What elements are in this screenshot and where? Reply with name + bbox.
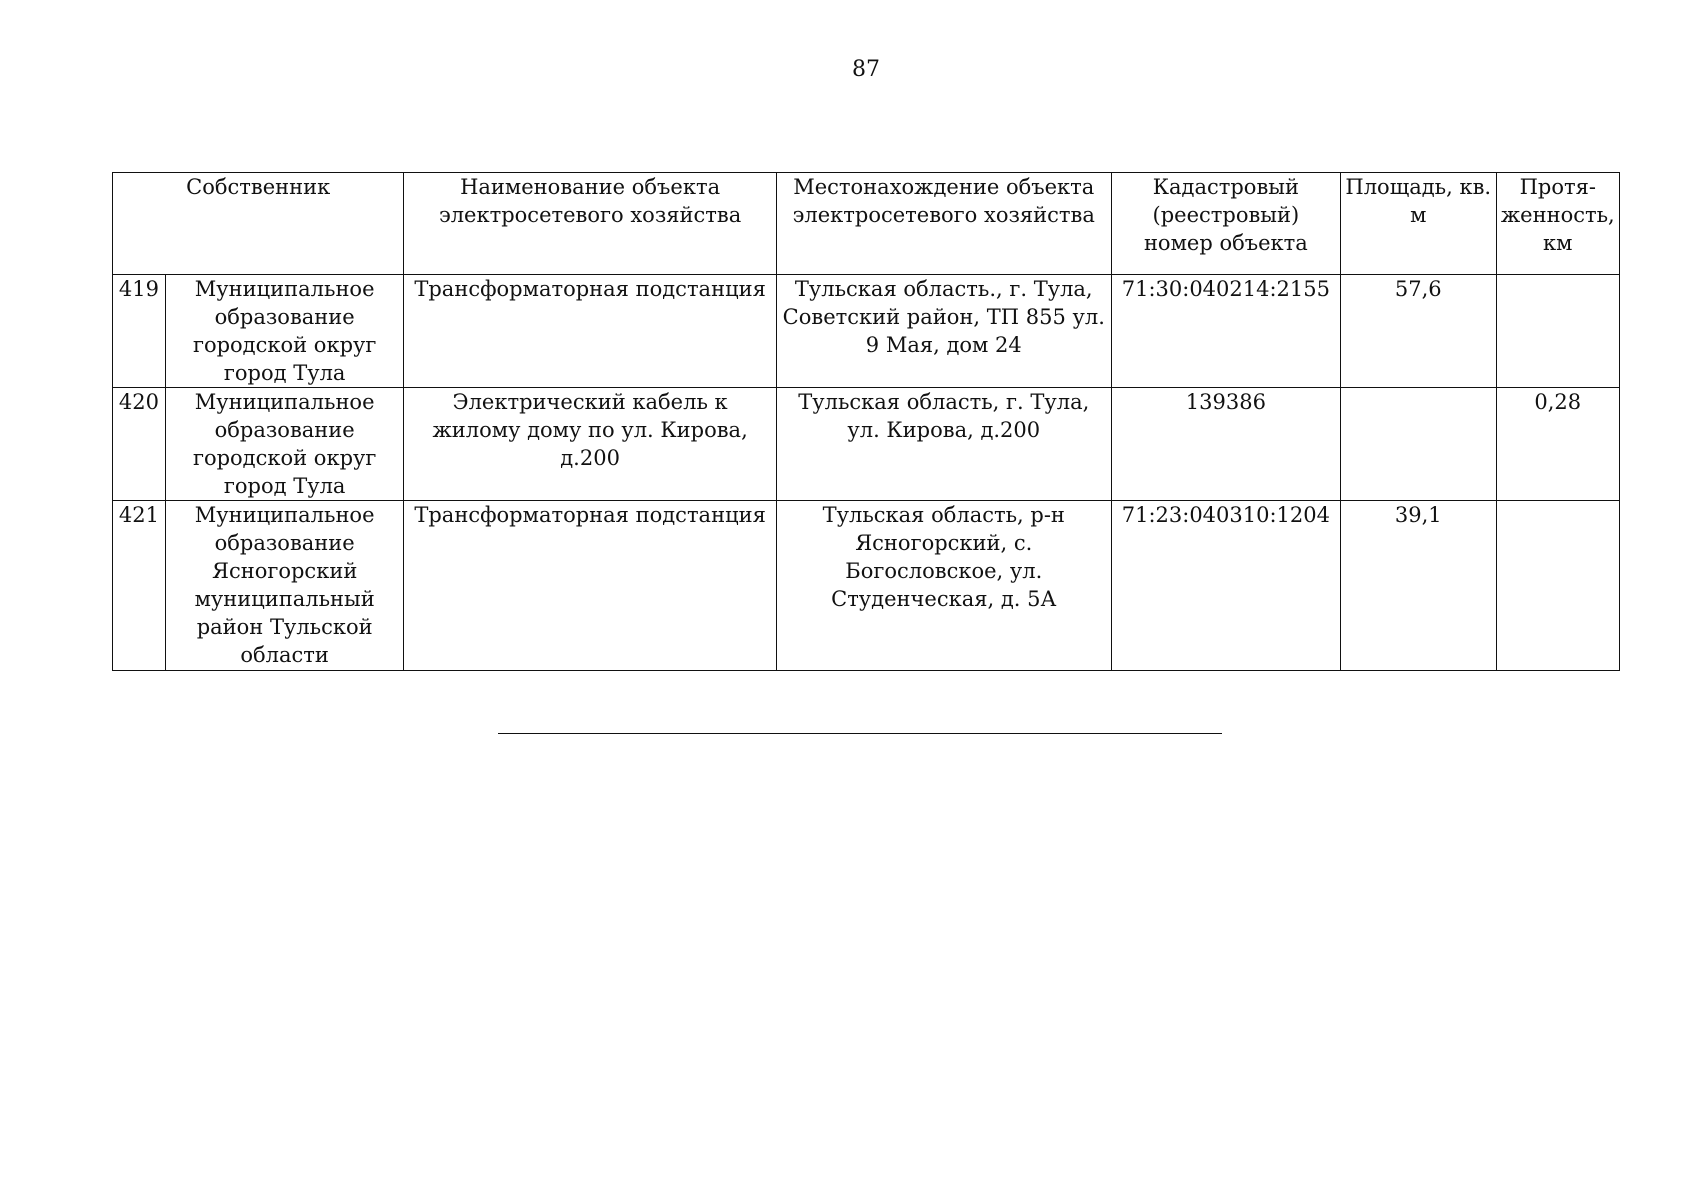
object-name-cell: Трансформаторная подстанция <box>404 501 776 671</box>
header-owner <box>113 173 404 275</box>
header-owner-label: Собственник <box>186 175 331 199</box>
length-cell: 0,28 <box>1496 388 1619 501</box>
table-header <box>113 173 1620 275</box>
row-number: 421 <box>113 501 166 671</box>
header-length-label: Протя-женность, км <box>1500 175 1615 255</box>
header-cadastral-number-label: Кадастровый (реестровый) номер объекта <box>1143 175 1308 255</box>
header-area-label: Площадь, кв. м <box>1345 175 1492 227</box>
header-area <box>1340 173 1496 275</box>
header-row <box>113 173 1620 275</box>
end-of-table-rule <box>498 733 1222 734</box>
cadastral-number-cell: 71:30:040214:2155 <box>1111 275 1340 388</box>
table-row <box>113 388 1620 501</box>
owner-cell: Муниципальное образование городской округ город Тула <box>165 388 404 501</box>
area-cell: 57,6 <box>1340 275 1496 388</box>
header-object-name-label: Наименование объекта электросетевого хозяйства <box>438 175 742 227</box>
length-cell <box>1496 501 1619 671</box>
header-cadastral-number <box>1111 173 1340 275</box>
table-row <box>113 275 1620 388</box>
location-cell: Тульская область, г. Тула, ул. Кирова, д.200 <box>776 388 1111 501</box>
header-location <box>776 173 1111 275</box>
object-name-cell: Электрический кабель к жилому дому по ул. Кирова, д.200 <box>404 388 776 501</box>
header-location-label: Местонахождение объекта электросетевого хозяйства <box>792 175 1095 227</box>
property-register-table <box>112 172 1620 671</box>
header-length <box>1496 173 1619 275</box>
object-name-cell: Трансформаторная подстанция <box>404 275 776 388</box>
location-cell: Тульская область., г. Тула, Советский район, ТП 855 ул. 9 Мая, дом 24 <box>776 275 1111 388</box>
location-cell: Тульская область, р-н Ясногорский, с. Богословское, ул. Студенческая, д. 5А <box>776 501 1111 671</box>
area-cell: 39,1 <box>1340 501 1496 671</box>
cadastral-number-cell: 139386 <box>1111 388 1340 501</box>
length-cell <box>1496 275 1619 388</box>
page-number: 87 <box>852 57 880 82</box>
table-body <box>113 275 1620 671</box>
row-number: 420 <box>113 388 166 501</box>
owner-cell: Муниципальное образование Ясногорский муниципальный район Тульской области <box>165 501 404 671</box>
table-row <box>113 501 1620 671</box>
row-number: 419 <box>113 275 166 388</box>
cadastral-number-cell: 71:23:040310:1204 <box>1111 501 1340 671</box>
area-cell <box>1340 388 1496 501</box>
header-object-name <box>404 173 776 275</box>
owner-cell: Муниципальное образование городской округ город Тула <box>165 275 404 388</box>
